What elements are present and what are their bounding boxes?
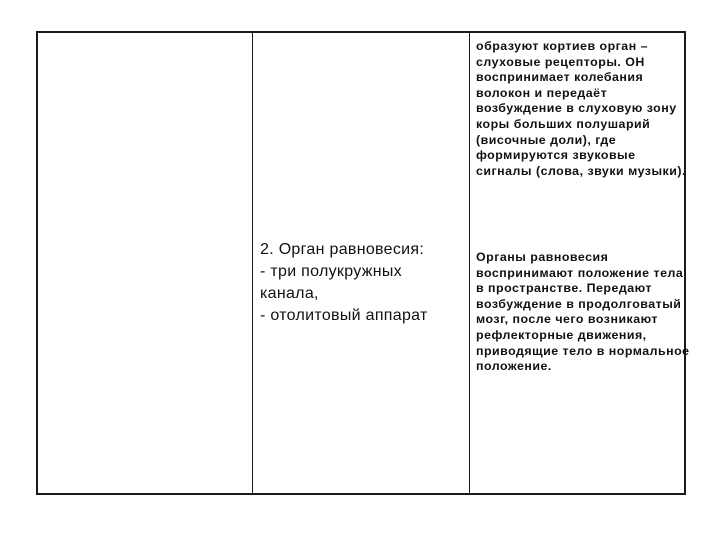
- balance-organ-item-canals: - три полукружных: [260, 263, 402, 280]
- balance-organ-cell: [260, 239, 468, 327]
- balance-organ-item-otolith: - отолитовый аппарат: [260, 307, 428, 324]
- balance-organ-description: Органы равновесия воспринимают положение тела в пространстве. Передают возбуждение в продолговатый мозг, после чего возникают рефлекторные движения, приводящие тело в нормальное положение.: [476, 250, 690, 374]
- hearing-organ-description: образуют кортиев орган – слуховые рецепторы. ОН воспринимает колебания волокон и передаёт возбуждение в слуховую зону коры больших полушарий (височные доли), где формируются звуковые сигналы (слова, звуки музыки).: [476, 39, 686, 178]
- balance-organ-item-canals-cont: канала,: [260, 285, 319, 302]
- anatomy-table: [36, 31, 690, 495]
- column-divider-1: [252, 33, 253, 493]
- column-divider-2: [469, 33, 470, 493]
- balance-organ-title: 2. Орган равновесия:: [260, 241, 425, 258]
